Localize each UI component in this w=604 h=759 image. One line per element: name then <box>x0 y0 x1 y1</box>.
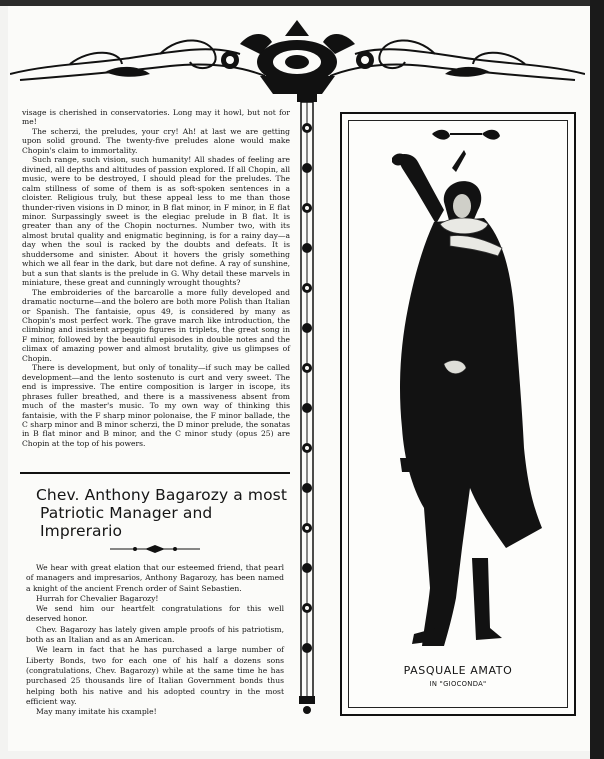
essay-paragraph: The scherzi, the preludes, your cry! Ah! at last we are getting upon solid ground. The twenty-five preludes alone would make Chopin's claim to immortality. <box>22 126 290 155</box>
portrait-frame <box>340 112 576 716</box>
article-paragraph: May many imitate his cxample! <box>36 707 157 717</box>
vertical-divider-ornament <box>292 88 322 716</box>
portrait-caption-name: PASQUALE AMATO <box>403 664 513 677</box>
article-headline <box>36 486 290 540</box>
headline-flourish-icon <box>110 545 200 553</box>
portrait-caption-role: IN "GIOCONDA" <box>429 680 487 688</box>
essay-paragraph: visage is cherished in conservatories. Long may it howl, but not for me! <box>22 108 290 127</box>
header-ornament <box>10 14 585 96</box>
article-body <box>26 563 284 717</box>
opera-singer-portrait <box>352 128 562 668</box>
article-paragraph: We hear with great elation that our esteemed friend, that pearl of managers and impresarios, Anthony Bagarozy, has been named a knight of the ancient French order of Saint Sebastien. <box>26 563 284 593</box>
headline-line-1: Chev. Anthony Bagarozy a most <box>36 486 288 504</box>
essay-paragraph: There is development, but only of tonality—if such may be called development—and the lento sostenuto is curt and very sweet. The end is impressive. The entire composition is larger in iscope, its phrases fuller breathed, and there is a massiveness absent from much of the master's music. To my own way of thinking this fantaisie, with the F sharp minor polonaise, the F minor ballade, the C sharp minor and B minor scherzi, the D minor prelude, the sonatas in B flat minor and B minor, and the C minor study (opus 25) are Chopin at the top of his powers. <box>22 363 290 448</box>
headline-line-2: Patriotic Manager and Imprerario <box>40 504 213 540</box>
article-paragraph: Hurrah for Chevalier Bagarozy! <box>36 593 159 603</box>
article-paragraph: Chev. Bagarozy has lately given ample proofs of his patriotism, both as an Italian and as an American. <box>26 624 284 645</box>
bagarozy-article <box>20 472 290 720</box>
essay-paragraph: Such range, such vision, such humanity! All shades of feeling are divined, all depths and altitudes of passion explored. If all Chopin, all music, were to be destroyed, I should plead for the preludes. The calm stillness of some of them is as soft-spoken sentences in a cloister. Religious truly, but these appeal less to me than those thunder-riven visions in D minor, in B flat minor, in F minor, in E flat minor. Surpassingly sweet is the elegiac prelude in B flat. It is greater than any of the Chopin nocturnes. Number two, with its almost brutal quality and enigmatic beginning, is for a rainy day—a day when the soul is racked by the doubts and defeats. It is shuddersome and sinister. About it hovers the grisly something which we all fear in the dark, but dare not define. A ray of sunshine, but a sun that slants is the prelude in G. Why detail these marvels in miniature, these great and cunningly wrought thoughts? <box>22 155 290 288</box>
scan-edge-right <box>590 0 604 759</box>
chopin-essay-column <box>22 108 290 448</box>
article-paragraph: We learn in fact that he has purchased a large number of Liberty Bonds, two for each one of his half a dozens sons (congratulations, Chev. Bagarozy) while at the same time he has purchased 25 thousands lire of Italian Government bonds thus helping both his native and his adopted country in the most efficient way. <box>26 645 284 706</box>
essay-paragraph: The embroideries of the barcarolle a more fully developed and dramatic nocturne—and the bolero are both more Polish than Italian or Spanish. The fantaisie, opus 49, is considered by many as Chopin's most perfect work. The grave march like introduction, the climbing and insistent arpeggio figures in triplets, the great song in F minor, followed by the beautiful episodes in double notes and the climax of amazing power and almost brutality, give us glimpses of Chopin. <box>22 287 290 363</box>
article-paragraph: We send him our heartfelt congratulations for this well deserved honor. <box>26 604 284 624</box>
